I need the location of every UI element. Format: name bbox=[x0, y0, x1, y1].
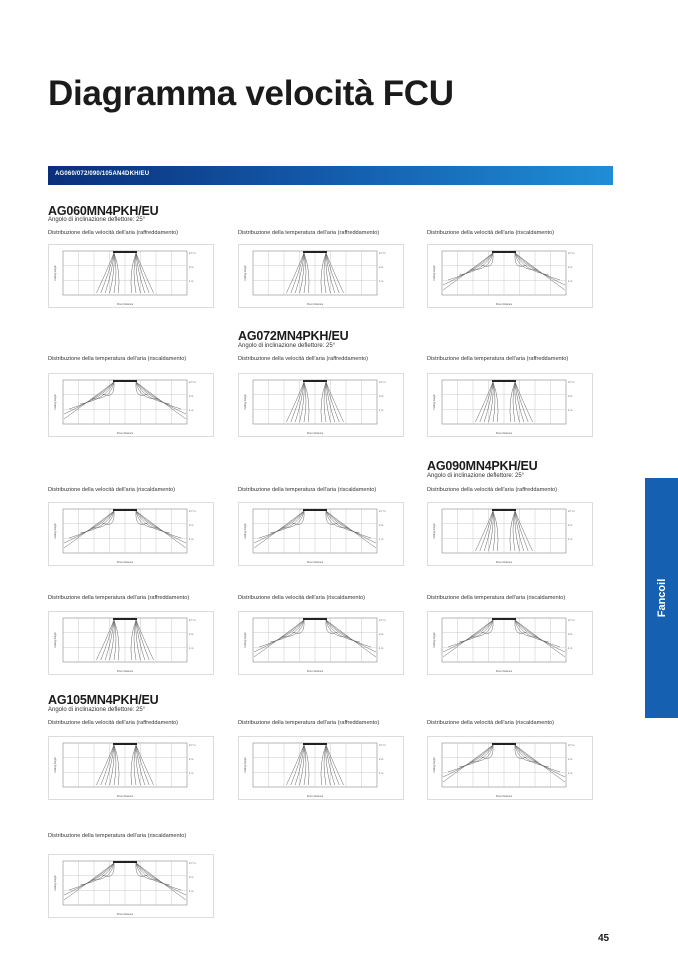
airflow-chart bbox=[48, 736, 214, 800]
x-axis-label: Floor distance bbox=[495, 303, 513, 306]
model-angle-ag105: Angolo di inclinazione deflettore: 25° bbox=[48, 707, 146, 713]
x-axis-label: Floor distance bbox=[495, 561, 513, 564]
right-tick-label: 2.7 m bbox=[568, 252, 575, 255]
y-axis-label: Ceiling height bbox=[244, 632, 247, 648]
flow-curve bbox=[136, 253, 149, 293]
flow-curve bbox=[136, 745, 154, 785]
chart-label: Distribuzione della velocità dell'aria (riscaldamento) bbox=[238, 595, 365, 601]
chart-label: Distribuzione della velocità dell'aria (raffreddamento) bbox=[427, 487, 557, 493]
y-axis-label: Ceiling height bbox=[54, 632, 57, 648]
flow-curve bbox=[326, 253, 344, 293]
x-axis-label: Floor distance bbox=[306, 670, 324, 673]
flow-curve bbox=[443, 745, 493, 782]
flow-curve bbox=[136, 511, 186, 548]
right-tick-label: 2.7 m bbox=[189, 744, 196, 747]
right-tick-label: 2 m bbox=[189, 266, 194, 269]
flow-curve bbox=[136, 620, 154, 660]
chart-label: Distribuzione della temperatura dell'aria (raffreddamento) bbox=[238, 230, 380, 236]
right-tick-label: 1 m bbox=[189, 409, 194, 412]
airflow-diagram bbox=[428, 612, 594, 676]
right-tick-label: 2.7 m bbox=[379, 510, 386, 513]
chart-label: Distribuzione della temperatura dell'aria (riscaldamento) bbox=[238, 487, 377, 493]
flow-curve bbox=[136, 863, 186, 900]
chart-label: Distribuzione della temperatura dell'aria (raffreddamento) bbox=[48, 595, 190, 601]
flow-curve bbox=[443, 253, 493, 290]
right-tick-label: 1 m bbox=[568, 280, 573, 283]
x-axis-label: Floor distance bbox=[306, 795, 324, 798]
flow-curve bbox=[515, 745, 565, 782]
right-tick-label: 2 m bbox=[568, 266, 573, 269]
x-axis-label: Floor distance bbox=[306, 432, 324, 435]
airflow-diagram bbox=[428, 245, 594, 309]
chart-label: Distribuzione della velocità dell'aria (riscaldamento) bbox=[427, 230, 554, 236]
x-axis-label: Floor distance bbox=[495, 795, 513, 798]
airflow-diagram bbox=[49, 503, 215, 567]
right-tick-label: 1 m bbox=[568, 538, 573, 541]
y-axis-label: Ceiling height bbox=[244, 523, 247, 539]
airflow-chart bbox=[238, 244, 404, 308]
x-axis-label: Floor distance bbox=[495, 432, 513, 435]
y-axis-label: Ceiling height bbox=[244, 757, 247, 773]
airflow-chart bbox=[238, 373, 404, 437]
airflow-diagram bbox=[49, 612, 215, 676]
right-tick-label: 2.7 m bbox=[568, 510, 575, 513]
banner-text: AG060/072/090/105AN4DKH/EU bbox=[55, 171, 150, 177]
right-tick-label: 2 m bbox=[189, 395, 194, 398]
x-axis-label: Floor distance bbox=[495, 670, 513, 673]
airflow-chart bbox=[427, 736, 593, 800]
model-heading-ag060: AG060MN4PKH/EU bbox=[48, 204, 159, 218]
model-angle-ag060: Angolo di inclinazione deflettore: 25° bbox=[48, 217, 146, 223]
y-axis-label: Ceiling height bbox=[433, 265, 436, 281]
airflow-chart bbox=[48, 244, 214, 308]
y-axis-label: Ceiling height bbox=[54, 394, 57, 410]
flow-curve bbox=[64, 382, 114, 419]
right-tick-label: 1 m bbox=[568, 772, 573, 775]
right-tick-label: 2.7 m bbox=[189, 252, 196, 255]
airflow-chart bbox=[238, 611, 404, 675]
flow-curve bbox=[443, 620, 493, 657]
right-tick-label: 1 m bbox=[189, 538, 194, 541]
chart-label: Distribuzione della velocità dell'aria (riscaldamento) bbox=[427, 720, 554, 726]
flow-curve bbox=[326, 745, 339, 785]
airflow-diagram bbox=[428, 374, 594, 438]
x-axis-label: Floor distance bbox=[306, 303, 324, 306]
chart-label: Distribuzione della velocità dell'aria (raffreddamento) bbox=[48, 230, 178, 236]
flow-curve bbox=[326, 253, 339, 293]
right-tick-label: 2 m bbox=[189, 633, 194, 636]
y-axis-label: Ceiling height bbox=[433, 757, 436, 773]
right-tick-label: 1 m bbox=[568, 409, 573, 412]
right-tick-label: 2 m bbox=[379, 266, 384, 269]
flow-curve bbox=[286, 745, 304, 785]
model-angle-ag090: Angolo di inclinazione deflettore: 25° bbox=[427, 473, 525, 479]
chart-label: Distribuzione della temperatura dell'aria (riscaldamento) bbox=[48, 356, 187, 362]
airflow-diagram bbox=[49, 374, 215, 438]
flow-curve bbox=[515, 382, 528, 422]
right-tick-label: 1 m bbox=[189, 280, 194, 283]
flow-curve bbox=[136, 745, 149, 785]
x-axis-label: Floor distance bbox=[116, 670, 134, 673]
right-tick-label: 1 m bbox=[189, 890, 194, 893]
flow-curve bbox=[326, 511, 376, 548]
right-tick-label: 1 m bbox=[189, 772, 194, 775]
flow-curve bbox=[136, 620, 149, 660]
airflow-diagram bbox=[239, 374, 405, 438]
right-tick-label: 2.7 m bbox=[568, 381, 575, 384]
airflow-chart bbox=[238, 502, 404, 566]
chart-label: Distribuzione della velocità dell'aria (raffreddamento) bbox=[238, 356, 368, 362]
right-tick-label: 2.7 m bbox=[379, 744, 386, 747]
airflow-diagram bbox=[239, 737, 405, 801]
right-tick-label: 2.7 m bbox=[568, 619, 575, 622]
airflow-chart bbox=[48, 611, 214, 675]
page-number: 45 bbox=[598, 933, 610, 944]
right-tick-label: 1 m bbox=[379, 409, 384, 412]
chart-label: Distribuzione della temperatura dell'aria (riscaldamento) bbox=[48, 833, 187, 839]
airflow-diagram bbox=[428, 737, 594, 801]
airflow-chart bbox=[427, 373, 593, 437]
y-axis-label: Ceiling height bbox=[54, 875, 57, 891]
y-axis-label: Ceiling height bbox=[244, 265, 247, 281]
right-tick-label: 1 m bbox=[379, 280, 384, 283]
airflow-chart bbox=[427, 244, 593, 308]
flow-curve bbox=[515, 511, 528, 551]
y-axis-label: Ceiling height bbox=[433, 523, 436, 539]
x-axis-label: Floor distance bbox=[306, 561, 324, 564]
right-tick-label: 1 m bbox=[379, 647, 384, 650]
airflow-chart bbox=[48, 854, 214, 918]
right-tick-label: 2 m bbox=[568, 758, 573, 761]
flow-curve bbox=[136, 382, 186, 419]
flow-curve bbox=[64, 511, 114, 548]
flow-curve bbox=[326, 620, 376, 657]
right-tick-label: 2.7 m bbox=[189, 862, 196, 865]
y-axis-label: Ceiling height bbox=[54, 265, 57, 281]
y-axis-label: Ceiling height bbox=[433, 632, 436, 648]
chart-label: Distribuzione della temperatura dell'aria (raffreddamento) bbox=[427, 356, 569, 362]
right-tick-label: 1 m bbox=[379, 772, 384, 775]
side-tab-label: Fancoil bbox=[655, 578, 668, 618]
right-tick-label: 2.7 m bbox=[189, 510, 196, 513]
right-tick-label: 2 m bbox=[379, 395, 384, 398]
airflow-chart bbox=[238, 736, 404, 800]
y-axis-label: Ceiling height bbox=[54, 523, 57, 539]
right-tick-label: 2.7 m bbox=[568, 744, 575, 747]
flow-curve bbox=[475, 382, 493, 422]
x-axis-label: Floor distance bbox=[116, 561, 134, 564]
right-tick-label: 2 m bbox=[379, 524, 384, 527]
right-tick-label: 2.7 m bbox=[189, 381, 196, 384]
flow-curve bbox=[101, 253, 114, 293]
model-heading-ag090: AG090MN4PKH/EU bbox=[427, 459, 538, 473]
flow-curve bbox=[286, 253, 304, 293]
airflow-diagram bbox=[49, 737, 215, 801]
airflow-diagram bbox=[428, 503, 594, 567]
model-heading-ag072: AG072MN4PKH/EU bbox=[238, 329, 349, 343]
y-axis-label: Ceiling height bbox=[244, 394, 247, 410]
flow-curve bbox=[96, 253, 114, 293]
right-tick-label: 2 m bbox=[379, 758, 384, 761]
flow-curve bbox=[291, 382, 304, 422]
right-tick-label: 1 m bbox=[379, 538, 384, 541]
right-tick-label: 2 m bbox=[379, 633, 384, 636]
airflow-diagram bbox=[239, 503, 405, 567]
right-tick-label: 2 m bbox=[189, 758, 194, 761]
airflow-chart bbox=[427, 611, 593, 675]
right-tick-label: 2.7 m bbox=[379, 252, 386, 255]
flow-curve bbox=[480, 382, 493, 422]
right-tick-label: 2 m bbox=[189, 524, 194, 527]
flow-curve bbox=[326, 382, 344, 422]
flow-curve bbox=[291, 745, 304, 785]
flow-curve bbox=[515, 620, 565, 657]
airflow-diagram bbox=[239, 612, 405, 676]
flow-curve bbox=[254, 620, 304, 657]
section-side-tab[interactable] bbox=[645, 478, 678, 718]
flow-curve bbox=[96, 745, 114, 785]
chart-label: Distribuzione della temperatura dell'aria (riscaldamento) bbox=[427, 595, 566, 601]
right-tick-label: 2 m bbox=[189, 876, 194, 879]
flow-curve bbox=[286, 382, 304, 422]
airflow-diagram bbox=[239, 245, 405, 309]
flow-curve bbox=[101, 620, 114, 660]
airflow-chart bbox=[48, 502, 214, 566]
right-tick-label: 2 m bbox=[568, 395, 573, 398]
flow-curve bbox=[136, 253, 154, 293]
y-axis-label: Ceiling height bbox=[433, 394, 436, 410]
chart-label: Distribuzione della velocità dell'aria (riscaldamento) bbox=[48, 487, 175, 493]
chart-label: Distribuzione della velocità dell'aria (raffreddamento) bbox=[48, 720, 178, 726]
flow-curve bbox=[101, 745, 114, 785]
flow-curve bbox=[515, 382, 533, 422]
flow-curve bbox=[96, 620, 114, 660]
airflow-chart bbox=[427, 502, 593, 566]
right-tick-label: 1 m bbox=[189, 647, 194, 650]
model-angle-ag072: Angolo di inclinazione deflettore: 25° bbox=[238, 343, 336, 349]
right-tick-label: 2.7 m bbox=[189, 619, 196, 622]
flow-curve bbox=[64, 863, 114, 900]
flow-curve bbox=[326, 382, 339, 422]
page-title: Diagramma velocità FCU bbox=[48, 74, 454, 113]
right-tick-label: 1 m bbox=[568, 647, 573, 650]
flow-curve bbox=[515, 253, 565, 290]
flow-curve bbox=[475, 511, 493, 551]
right-tick-label: 2.7 m bbox=[379, 619, 386, 622]
flow-curve bbox=[515, 511, 533, 551]
x-axis-label: Floor distance bbox=[116, 913, 134, 916]
x-axis-label: Floor distance bbox=[116, 303, 134, 306]
chart-label: Distribuzione della temperatura dell'aria (raffreddamento) bbox=[238, 720, 380, 726]
model-heading-ag105: AG105MN4PKH/EU bbox=[48, 693, 159, 707]
airflow-chart bbox=[48, 373, 214, 437]
airflow-diagram bbox=[49, 245, 215, 309]
y-axis-label: Ceiling height bbox=[54, 757, 57, 773]
flow-curve bbox=[326, 745, 344, 785]
model-series-banner bbox=[48, 166, 613, 185]
flow-curve bbox=[480, 511, 493, 551]
right-tick-label: 2.7 m bbox=[379, 381, 386, 384]
x-axis-label: Floor distance bbox=[116, 795, 134, 798]
right-tick-label: 2 m bbox=[568, 633, 573, 636]
flow-curve bbox=[291, 253, 304, 293]
right-tick-label: 2 m bbox=[568, 524, 573, 527]
airflow-diagram bbox=[49, 855, 215, 919]
flow-curve bbox=[254, 511, 304, 548]
x-axis-label: Floor distance bbox=[116, 432, 134, 435]
